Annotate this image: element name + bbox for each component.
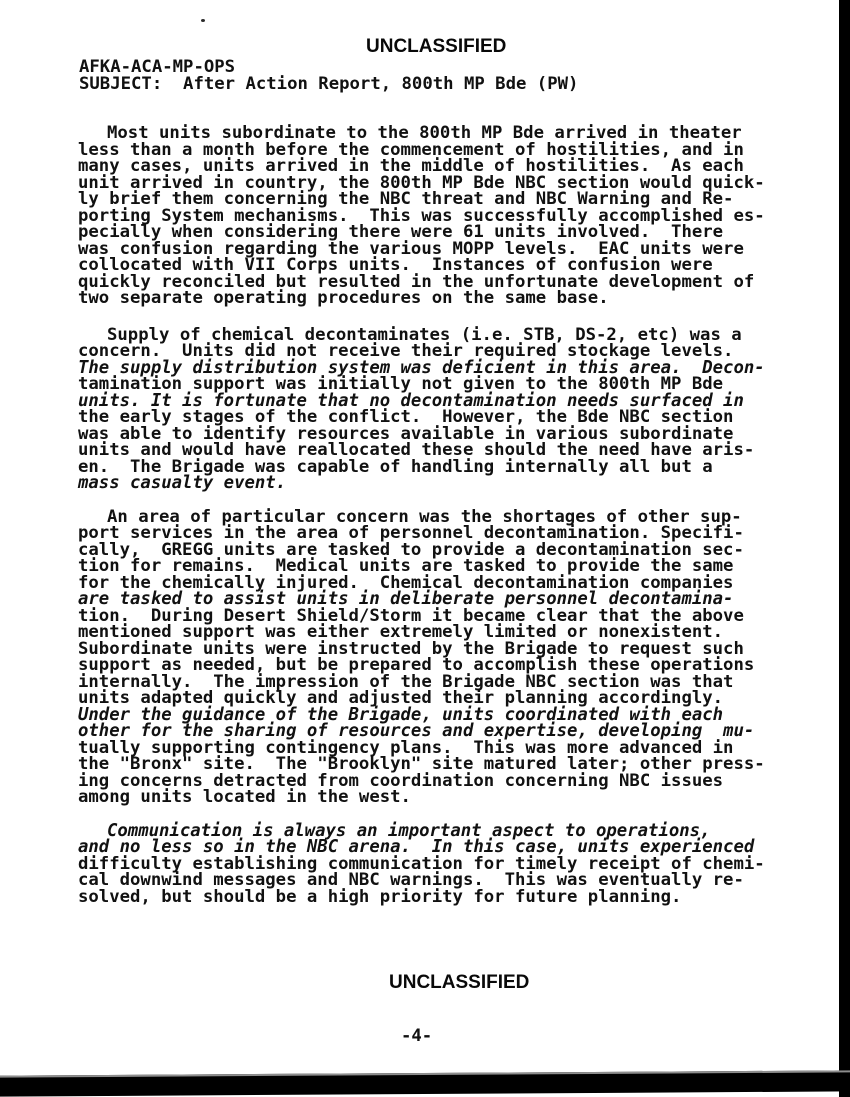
- paragraph: [78, 820, 778, 907]
- text-line: cally, GREGG units are tasked to provide a decontamination sec-: [78, 539, 744, 560]
- scan-edge-right: [839, 0, 850, 1097]
- text-line: unit arrived in country, the 800th MP Bde NBC section would quick-: [78, 172, 765, 193]
- text-line: collocated with VII Corps units. Instances of confusion were: [78, 255, 713, 275]
- text-line: units. It is fortunate that no decontamination needs surfaced in: [78, 390, 744, 411]
- text-line: support as needed, but be prepared to accomplish these operations: [78, 655, 755, 675]
- text-line: Communication is always an important aspect to operations,: [107, 820, 711, 841]
- page-number: -4-: [401, 1026, 433, 1046]
- text-line: units adapted quickly and adjusted their planning accordingly.: [78, 688, 724, 708]
- text-line: An area of particular concern was the shortages of other sup-: [107, 506, 742, 527]
- text-line: cal downwind messages and NBC warnings. This was eventually re-: [78, 870, 744, 890]
- text-line: was able to identify resources available in various subordinate: [78, 423, 734, 444]
- text-line: mass casualty event.: [78, 473, 287, 493]
- text-line: less than a month before the commencement of hostilities, and in: [78, 139, 744, 160]
- text-line: The supply distribution system was deficient in this area. Decon-: [78, 357, 765, 378]
- text-line: tion for remains. Medical units are tasked to provide the same: [78, 556, 734, 576]
- text-line: internally. The impression of the Brigade NBC section was that: [78, 671, 734, 692]
- text-line: concern. Units did not receive their required stockage levels.: [78, 341, 734, 361]
- text-line: port services in the area of personnel decontamination. Specifi-: [78, 523, 744, 543]
- text-line: the "Bronx" site. The "Brooklyn" site matured later; other press-: [78, 754, 765, 774]
- text-line: many cases, units arrived in the middle of hostilities. As each: [78, 156, 744, 176]
- text-line: units and would have reallocated these should the need have aris-: [78, 440, 755, 460]
- text-line: Most units subordinate to the 800th MP Bde arrived in theater: [107, 123, 742, 143]
- text-line: tamination support was initially not given to the 800th MP Bde: [78, 374, 724, 394]
- paragraph: [78, 506, 778, 807]
- text-line: for the chemically injured. Chemical decontamination companies: [78, 572, 734, 593]
- classification-header: UNCLASSIFIED: [366, 36, 507, 57]
- text-line: porting System mechanisms. This was successfully accomplished es-: [78, 205, 765, 226]
- text-line: Supply of chemical decontaminates (i.e. STB, DS-2, etc) was a: [107, 324, 742, 345]
- scan-speck: [201, 19, 205, 22]
- subject-line: SUBJECT: After Action Report, 800th MP Bde (PW): [79, 74, 579, 94]
- text-line: tion. During Desert Shield/Storm it became clear that the above: [78, 605, 744, 626]
- document-body: [78, 125, 778, 905]
- text-line: ing concerns detracted from coordination concerning NBC issues: [78, 770, 724, 791]
- text-line: mentioned support was either extremely limited or nonexistent.: [78, 622, 724, 642]
- text-line: Subordinate units were instructed by the Brigade to request such: [78, 638, 744, 659]
- text-line: was confusion regarding the various MOPP levels. EAC units were: [78, 238, 744, 259]
- text-line: tually supporting contingency plans. This was more advanced in: [78, 737, 734, 758]
- text-line: solved, but should be a high priority for future planning.: [78, 886, 682, 907]
- text-line: difficulty establishing communication for timely receipt of chemi-: [78, 853, 765, 874]
- text-line: en. The Brigade was capable of handling internally all but a: [78, 456, 713, 477]
- paragraph: [78, 125, 778, 307]
- text-line: Under the guidance of the Brigade, units coordinated with each: [78, 704, 724, 725]
- classification-footer: UNCLASSIFIED: [389, 972, 530, 993]
- text-line: and no less so in the NBC arena. In this case, units experienced: [78, 837, 755, 857]
- text-line: the early stages of the conflict. However, the Bde NBC section: [78, 407, 734, 427]
- text-line: quickly reconciled but resulted in the unfortunate development of: [78, 271, 755, 292]
- text-line: ly brief them concerning the NBC threat and NBC Warning and Re-: [78, 189, 734, 209]
- text-line: are tasked to assist units in deliberate personnel decontamina-: [78, 589, 734, 609]
- text-line: among units located in the west.: [78, 787, 411, 807]
- scan-edge-bottom: [0, 1070, 850, 1096]
- paragraph: [78, 324, 778, 493]
- text-line: pecially when considering there were 61 units involved. There: [78, 222, 724, 242]
- text-line: other for the sharing of resources and expertise, developing mu-: [78, 721, 755, 741]
- text-line: two separate operating procedures on the same base.: [78, 288, 609, 308]
- office-symbol: AFKA-ACA-MP-OPS: [79, 57, 236, 77]
